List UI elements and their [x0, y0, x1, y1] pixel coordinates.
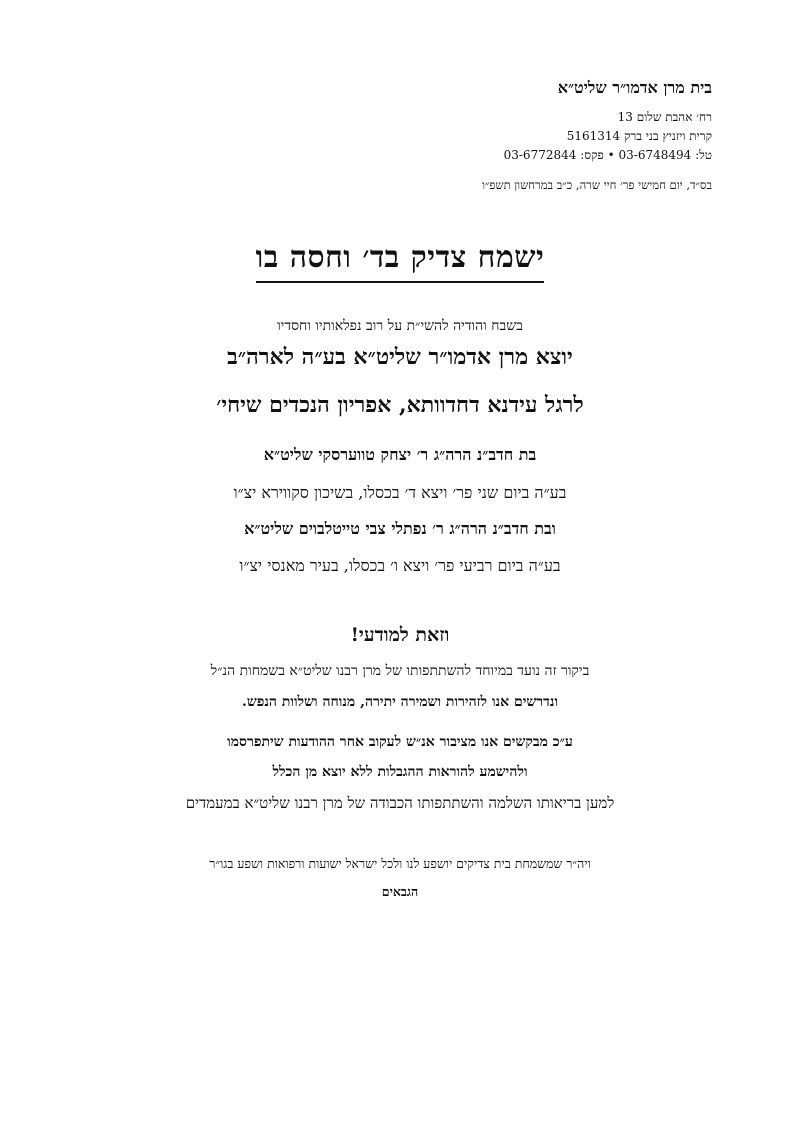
request-line-3: למען בריאותו השלמה והשתתפותו הכבודה של מרן רבנו שליט״א במעמדים	[185, 794, 615, 812]
event-line-1: בע״ה ביום שני פר׳ ויצא ד׳ בכסלו, בשיכון סקווירא יצ״ו	[233, 483, 567, 502]
request-line-2: ולהישמע להוראות ההגבלות ללא יוצא מן הכלל	[272, 764, 528, 780]
date-line: בס״ד, יום חמישי פר׳ חיי שרה, כ״ב במרחשון תשפ״ו	[482, 178, 712, 192]
notice-title: וזאת למודעי!	[350, 624, 450, 646]
letterhead	[412, 78, 712, 165]
event-line-2: בע״ה ביום רביעי פר׳ ויצא ו׳ בכסלו, בעיר מאנסי יצ״ו	[239, 556, 561, 575]
headline-text: ישמח צדיק בד׳ וחסה בו	[256, 240, 545, 283]
letterhead-street: רח׳ אהבת שלום 13	[617, 110, 712, 124]
letterhead-city: קרית ויזניץ בני ברק 5161314	[566, 129, 712, 143]
closing-line: ויה״ר שמשמחת בית צדיקים יושפע לנו ולכל ישראל ישועות ורפואות ושפע בגו״ר	[209, 856, 591, 871]
bride-line-2: ובת חדב״נ הרה״ג ר׳ נפתלי צבי טייטלבוים שליט״א	[244, 519, 556, 538]
blessing-line-2: לרגל עידנא דחדוותא, אפריון הנכדים שיחי׳	[216, 392, 584, 418]
intro-line: בשבח והודיה להשי״ת על רוב נפלאותיו וחסדיו	[277, 318, 523, 334]
blessing-line-1: יוצא מרן אדמו״ר שליט״א בע״ה לארה״ב	[227, 344, 573, 370]
notice-line-1: ביקור זה נועד במיוחד להשתתפותו של מרן רבנו שליט״א בשמחות הנ״ל	[210, 663, 590, 679]
letterhead-org: בית מרן אדמו״ר שליט״א	[557, 78, 712, 97]
request-line-1: ע״כ מבקשים אנו מציבור אנ״ש לעקוב אחר ההודעות שיתפרסמו	[227, 734, 573, 750]
letterhead-contact: טל: 03-6748494 • פקס: 03-6772844	[503, 148, 712, 162]
headline	[0, 240, 800, 283]
notice-line-2: ונדרשים אנו לזהירות ושמירה יתירה, מנוחה ושלוות הנפש.	[241, 694, 559, 710]
bride-line-1: בת חדב״נ הרה״ג ר׳ יצחק טווערסקי שליט״א	[263, 445, 537, 464]
signature: הגבאים	[381, 884, 419, 899]
